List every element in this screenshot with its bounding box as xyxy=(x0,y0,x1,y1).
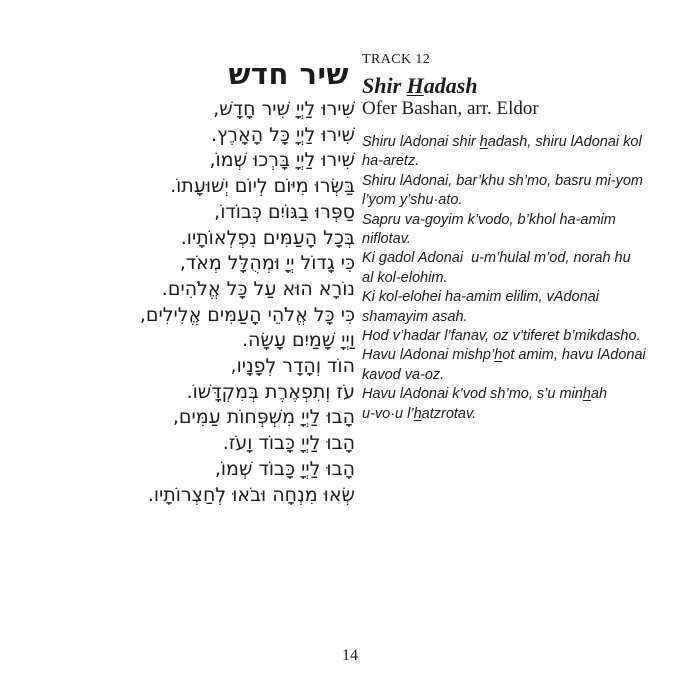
transliteration-column xyxy=(362,52,682,424)
hebrew-line: עֹז וְתִפְאֶרֶת בְּמִקְדָּשׁוֹ. xyxy=(186,380,355,403)
transliteration-line: niflotav. xyxy=(362,231,411,248)
transliteration-line: Hod v’hadar l’fanav, oz v’tiferet b’mikdasho. xyxy=(362,328,641,345)
hebrew-column xyxy=(10,58,355,508)
hebrew-line: בַּשְּׂרוּ מִיּוֹם לְיוֹם יְשׁוּעָתוֹ. xyxy=(170,175,355,198)
transliteration-line: Ki kol-elohei ha-amim elilim, vAdonai xyxy=(362,289,599,306)
hebrew-line: הָבוּ לַיְיָ מִשְׁפְּחוֹת עַמִּים, xyxy=(172,406,355,429)
transliteration-line: u-vo·u l’hatzrotav. xyxy=(362,405,477,422)
hebrew-line: בְּכָל הָעַמִּים נִפְלְאוֹתָיו. xyxy=(180,226,355,249)
hebrew-line: וַיְיָ שָׁמַיִם עָשָׂה. xyxy=(242,329,355,352)
hebrew-line: שִׁירוּ לַיְיָ בָּרְכוּ שְׁמוֹ, xyxy=(209,149,355,172)
hebrew-line: כִּי כָּל אֱלֹהֵי הָעַמִּים אֱלִילִים, xyxy=(139,303,355,326)
transliteration-line: shamayim asah. xyxy=(362,308,468,325)
transliteration-text xyxy=(362,133,682,424)
hebrew-line: שְׂאוּ מִנְחָה וּבֹאוּ לְחַצְרוֹתָיו. xyxy=(147,483,355,506)
transliteration-line: Havu lAdonai mishp’hot amim, havu lAdonai xyxy=(362,347,646,364)
transliteration-line: ha-aretz. xyxy=(362,153,420,170)
composer-credit: Ofer Bashan, arr. Eldor xyxy=(362,98,539,119)
hebrew-song-title: שיר חדש xyxy=(228,57,349,91)
transliteration-line: Shiru lAdonai, bar’khu sh’mo, basru mi-yom xyxy=(362,172,643,189)
hebrew-line: שִׁירוּ לַיְיָ כָּל הָאָרֶץ. xyxy=(210,123,355,146)
hebrew-line: כִּי גָדוֹל יְיָ וּמְהֻלָּל מְאֹד, xyxy=(179,252,355,275)
hebrew-line: שִׁירוּ לַיְיָ שִׁיר חָדָשׁ, xyxy=(213,98,355,120)
transliteration-line: Sapru va-goyim k’vodo, b’khol ha-amim xyxy=(362,211,616,228)
hebrew-line: הוֹד וְהָדָר לְפָנָיו, xyxy=(230,355,355,378)
track-label: TRACK 12 xyxy=(362,52,431,67)
transliteration-line: l’yom y’shu·ato. xyxy=(362,192,463,209)
hebrew-line: הָבוּ לַיְיָ כָּבוֹד שְׁמוֹ, xyxy=(214,457,355,480)
transliteration-line: kavod va-oz. xyxy=(362,366,445,383)
transliteration-line: al kol-elohim. xyxy=(362,269,448,286)
transliteration-line: Ki gadol Adonai u-m’hulal m’od, norah hu xyxy=(362,250,631,267)
transliteration-line: Havu lAdonai k’vod sh’mo, s’u minhah xyxy=(362,386,608,403)
hebrew-line: סַפְּרוּ בַגּוֹיִם כְּבוֹדוֹ, xyxy=(214,200,355,223)
page-number: 14 xyxy=(342,647,358,664)
hebrew-line: הָבוּ לַיְיָ כָּבוֹד וָעֹז. xyxy=(222,432,355,455)
song-title: Shir Hadash xyxy=(362,73,478,98)
transliteration-line: Shiru lAdonai shir hadash, shiru lAdonai kol xyxy=(362,134,642,150)
hebrew-line: נוֹרָא הוּא עַל כָּל אֱלֹהִים. xyxy=(161,277,355,300)
